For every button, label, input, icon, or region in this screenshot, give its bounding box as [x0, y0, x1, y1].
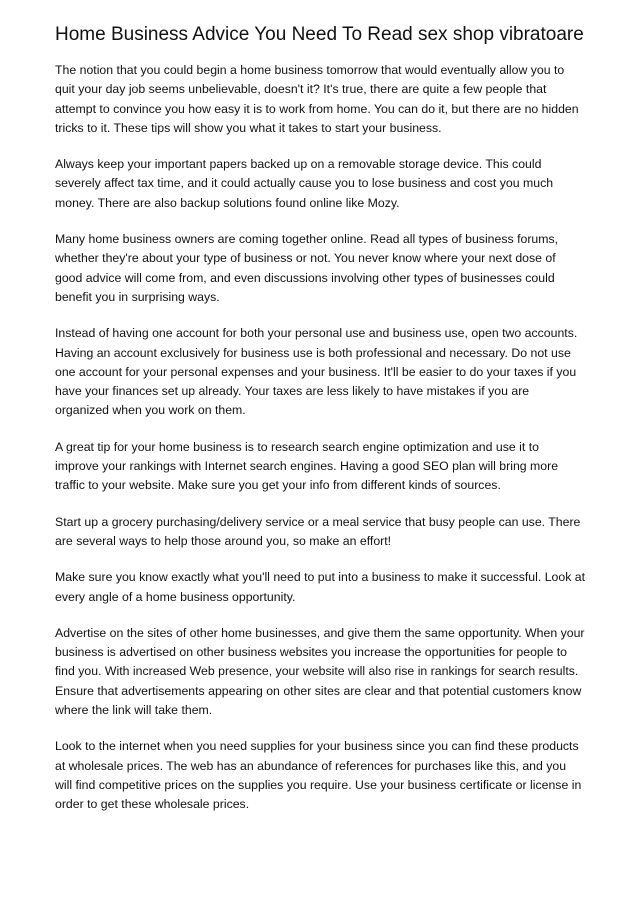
paragraph-2: Always keep your important papers backed up on a removable storage device. This could severely affect tax time, and it could actually cause you to lose business and cost you much money. There are also backup solutions found online like Mozy. [55, 157, 554, 210]
paragraph-3: Many home business owners are coming together online. Read all types of business forums, whether they're about your type of business or not. You never know where your next dose of good advice will come from, and even discussions involving other types of businesses could benefit you in surprising ways. [55, 232, 559, 304]
paragraph-6: Start up a grocery purchasing/delivery service or a meal service that busy people can use. There are several ways to help those around you, so make an effort! [55, 514, 581, 548]
paragraph-8: Advertise on the sites of other home businesses, and give them the same opportunity. When your business is advertised on other business websites you increase the opportunities for people to find you. With increased Web presence, your website will also rise in rankings for search results. Ensure that advertisements appearing on other sites are clear and that potential customers know where the link will take them. [55, 625, 585, 718]
paragraph-7: Make sure you know exactly what you'll need to put into a business to make it successful. Look at every angle of a home business opportunity. [55, 570, 586, 604]
paragraph-5: A great tip for your home business is to research search engine optimization and use it to improve your rankings with Internet search engines. Having a good SEO plan will bring more traffic to your website. Make sure you get your info from different kinds of sources. [55, 439, 559, 493]
paragraph-4: Instead of having one account for both your personal use and business use, open two accounts. Having an account exclusively for business use is both professional and necessary. Do not use one account for your personal expenses and your business. It'll be easier to do your taxes if you have your finances set up already. Your taxes are less likely to have mistakes if you are organized when you work on them. [55, 326, 578, 418]
paragraph-1: The notion that you could begin a home business tomorrow that would eventually allow you to quit your day job seems unbelievable, doesn't it? It's true, there are quite a few people that attempt to convince you how easy it is to work from home. You can do it, but there are no hidden tricks to it. These tips will show you what it takes to start your business. [55, 63, 579, 135]
paragraph-9: Look to the internet when you need supplies for your business since you can find these products at wholesale prices. The web has an abundance of references for purchases like this, and you will find competitive prices on the supplies you require. Use your business certificate or license in order to get these wholesale prices. [55, 739, 582, 812]
page-title: Home Business Advice You Need To Read sex shop vibratoare [55, 24, 584, 45]
